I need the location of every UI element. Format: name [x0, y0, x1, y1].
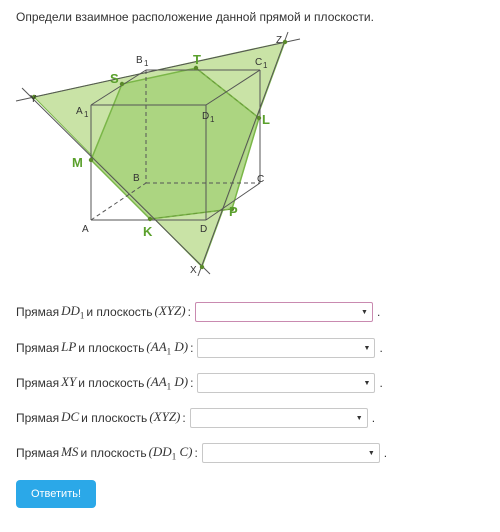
label-t: T [193, 52, 201, 67]
line-name: $DD_1$ [61, 303, 85, 321]
point-m [89, 158, 93, 162]
label-a: A [82, 224, 89, 235]
answer-select-3[interactable] [197, 373, 375, 393]
chevron-down-icon: ▼ [361, 308, 368, 316]
plane-name: (XYZ) [149, 409, 181, 425]
row-colon: : [194, 446, 198, 460]
row-prefix: Прямая [16, 446, 60, 460]
answer-select-1[interactable] [195, 302, 373, 322]
row-period: . [379, 341, 383, 355]
label-b1: B [136, 55, 143, 66]
label-b1-sub: 1 [144, 59, 149, 68]
row-middle: и плоскость [78, 341, 145, 355]
row-prefix: Прямая [16, 376, 60, 390]
row-period: . [371, 411, 376, 425]
line-name: LP [61, 339, 77, 355]
plane-name: (XYZ) [154, 303, 186, 319]
label-k: K [143, 224, 153, 239]
point-x [200, 265, 204, 269]
question-row [16, 301, 380, 323]
label-d1-sub: 1 [210, 115, 215, 124]
point-z [283, 40, 287, 44]
geometry-figure [0, 26, 310, 286]
question-row [16, 407, 375, 429]
label-a1: A [76, 106, 83, 117]
label-z: Z [276, 35, 283, 46]
line-name: XY [61, 374, 77, 390]
line-name: MS [61, 444, 79, 460]
label-c1: C [255, 57, 263, 68]
row-period: . [376, 305, 381, 319]
label-b: B [133, 173, 140, 184]
submit-button[interactable]: Ответить! [16, 480, 96, 508]
point-k [148, 217, 152, 221]
chevron-down-icon: ▼ [363, 379, 371, 387]
row-middle: и плоскость [81, 411, 148, 425]
row-prefix: Прямая [16, 341, 60, 355]
label-c1-sub: 1 [263, 61, 268, 70]
label-d1: D [202, 111, 210, 122]
label-p: P [229, 204, 238, 219]
chevron-down-icon: ▼ [367, 449, 375, 457]
question-row [16, 337, 383, 359]
label-a1-sub: 1 [84, 110, 89, 119]
plane-name: ($AA_1$ D) [146, 374, 189, 392]
row-colon: : [190, 341, 194, 355]
line-name: DC [61, 409, 80, 425]
label-x: X [190, 265, 197, 276]
label-l: L [262, 112, 270, 127]
plane-name: ($AA_1$ D) [146, 339, 189, 357]
point-l [257, 116, 261, 120]
label-y: Y [30, 94, 37, 105]
label-s: S [110, 71, 119, 86]
row-prefix: Прямая [16, 411, 60, 425]
row-prefix: Прямая [16, 305, 60, 319]
label-d: D [200, 224, 208, 235]
chevron-down-icon: ▼ [355, 414, 363, 422]
row-period: . [379, 376, 383, 390]
question-row [16, 372, 383, 394]
answer-select-4[interactable] [190, 408, 368, 428]
row-colon: : [182, 411, 186, 425]
row-colon: : [190, 376, 194, 390]
chevron-down-icon: ▼ [363, 344, 371, 352]
plane-name: ($DD_1$ C) [148, 444, 193, 462]
answer-select-5[interactable] [202, 443, 380, 463]
label-m: M [72, 155, 83, 170]
row-colon: : [187, 305, 191, 319]
answer-select-2[interactable] [197, 338, 375, 358]
question-row [16, 442, 387, 464]
row-middle: и плоскость [78, 376, 145, 390]
row-middle: и плоскость [86, 305, 153, 319]
row-middle: и плоскость [80, 446, 147, 460]
point-s [120, 82, 124, 86]
question-text: Определи взаимное расположение данной прямой и плоскости. [16, 10, 374, 24]
row-period: . [383, 446, 388, 460]
label-c: C [257, 174, 265, 185]
